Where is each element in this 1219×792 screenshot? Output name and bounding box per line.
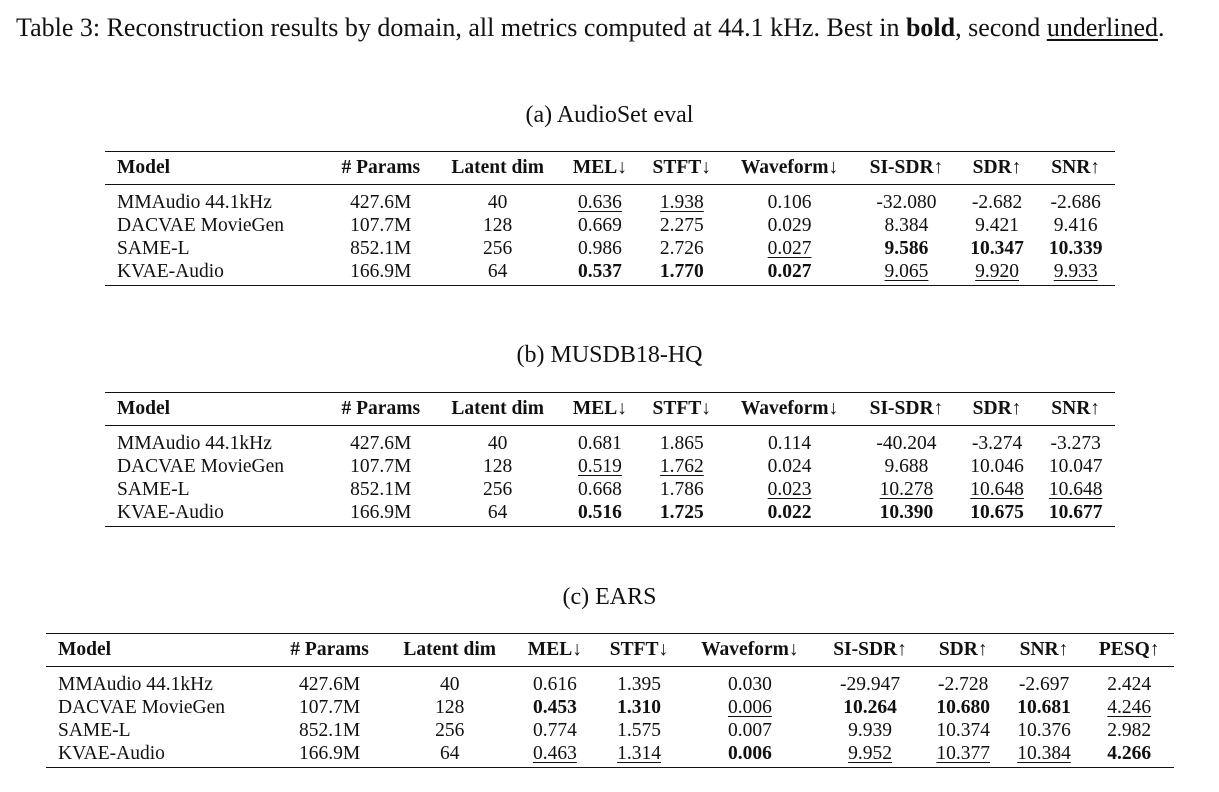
metric-cell: 10.374 <box>936 720 991 741</box>
column-header: STFT↓ <box>640 152 724 185</box>
metric-cell: 0.516 <box>577 502 622 523</box>
metric-cell: 852.1M <box>350 479 412 500</box>
metric-cell: -2.686 <box>1050 192 1101 213</box>
metric-cell: 10.377 <box>936 743 991 764</box>
column-header: Waveform↓ <box>724 152 855 185</box>
column-header: MEL↓ <box>560 152 639 185</box>
column-header: PESQ↑ <box>1084 634 1174 667</box>
metric-cell: 0.006 <box>727 743 772 764</box>
metric-cell: 1.310 <box>617 697 661 718</box>
metric-cell: 0.006 <box>727 697 772 718</box>
table-row <box>46 719 1174 742</box>
metric-cell: 1.725 <box>659 502 704 523</box>
model-name-cell: KVAE-Audio <box>117 502 224 523</box>
metric-cell: 2.982 <box>1107 720 1152 741</box>
metric-cell: 128 <box>435 697 465 718</box>
column-header: STFT↓ <box>640 393 724 426</box>
subtable-a-title: (a) AudioSet eval <box>525 102 694 128</box>
metric-cell: 256 <box>483 238 513 259</box>
metric-cell: -2.697 <box>1018 674 1070 695</box>
column-header: SI-SDR↑ <box>855 152 958 185</box>
subtable-b-musdb <box>105 392 1115 527</box>
metric-cell: 0.024 <box>767 456 812 477</box>
metric-cell: 0.668 <box>577 479 622 500</box>
metric-cell: 0.774 <box>532 720 577 741</box>
metric-cell: -3.273 <box>1050 433 1101 454</box>
metric-cell: 10.675 <box>970 502 1024 523</box>
table-row <box>105 237 1115 260</box>
metric-cell: 0.616 <box>532 674 577 695</box>
table-row <box>105 260 1115 286</box>
model-name-cell: DACVAE MovieGen <box>117 215 285 236</box>
metric-cell: 10.347 <box>970 238 1024 259</box>
metric-cell: 427.6M <box>298 674 361 695</box>
metric-cell: 0.681 <box>577 433 622 454</box>
model-name-cell: MMAudio 44.1kHz <box>58 674 213 695</box>
metric-cell: 852.1M <box>298 720 361 741</box>
metric-cell: 1.575 <box>617 720 661 741</box>
metric-cell: 166.9M <box>298 743 361 764</box>
model-name-cell: MMAudio 44.1kHz <box>117 192 272 213</box>
metric-cell: 1.938 <box>659 192 704 213</box>
metric-cell: 2.726 <box>659 238 704 259</box>
column-header: Waveform↓ <box>682 634 817 667</box>
metric-cell: -29.947 <box>839 674 901 695</box>
model-name-cell: KVAE-Audio <box>117 261 224 282</box>
metric-cell: 4.266 <box>1107 743 1152 764</box>
column-header: # Params <box>274 634 385 667</box>
metric-cell: 0.027 <box>767 238 812 259</box>
metric-cell: 9.933 <box>1053 261 1098 282</box>
metric-cell: 0.986 <box>577 238 622 259</box>
column-header: STFT↓ <box>596 634 683 667</box>
metric-cell: 10.681 <box>1017 697 1071 718</box>
metric-cell: 107.7M <box>350 215 412 236</box>
metric-cell: -32.080 <box>876 192 937 213</box>
metric-cell: 10.339 <box>1048 238 1103 259</box>
metric-cell: 128 <box>483 456 513 477</box>
metric-cell: 40 <box>439 674 460 695</box>
column-header: Model <box>105 152 327 185</box>
metric-cell: 10.384 <box>1017 743 1071 764</box>
metric-cell: 9.688 <box>884 456 929 477</box>
column-header: SNR↑ <box>1036 393 1115 426</box>
metric-cell: 40 <box>487 433 508 454</box>
metric-cell: 9.416 <box>1053 215 1098 236</box>
metric-cell: -2.728 <box>938 674 989 695</box>
caption-prefix: Table 3: Reconstruction results by domain, all metrics computed at 44.1 kHz. Best in <box>16 13 906 42</box>
metric-cell: 427.6M <box>350 192 412 213</box>
table-row <box>105 455 1115 478</box>
header-row <box>105 152 1115 185</box>
model-name-cell: DACVAE MovieGen <box>117 456 285 477</box>
column-header: Waveform↓ <box>724 393 855 426</box>
metric-cell: 64 <box>439 743 460 764</box>
metric-cell: 1.762 <box>659 456 704 477</box>
metric-cell: -3.274 <box>971 433 1023 454</box>
metric-cell: 128 <box>483 215 513 236</box>
metric-cell: 9.952 <box>848 743 892 764</box>
table-row <box>46 742 1174 768</box>
model-name-cell: DACVAE MovieGen <box>58 697 226 718</box>
column-header: # Params <box>327 152 435 185</box>
metric-cell: 1.865 <box>659 433 704 454</box>
column-header: Model <box>46 634 274 667</box>
metric-cell: 9.939 <box>848 720 892 741</box>
metric-cell: 2.424 <box>1107 674 1152 695</box>
metric-cell: 0.023 <box>767 479 812 500</box>
metric-cell: 256 <box>483 479 513 500</box>
model-name-cell: SAME-L <box>117 238 190 259</box>
metric-cell: 64 <box>487 502 508 523</box>
metric-cell: 9.920 <box>975 261 1019 282</box>
metric-cell: 10.278 <box>879 479 934 500</box>
subtable-c-ears <box>46 633 1174 768</box>
metric-cell: 10.376 <box>1017 720 1071 741</box>
metric-cell: 0.022 <box>767 502 812 523</box>
table-row <box>105 214 1115 237</box>
column-header: SNR↑ <box>1036 152 1115 185</box>
metric-cell: 0.027 <box>767 261 812 282</box>
model-name-cell: SAME-L <box>117 479 190 500</box>
metric-cell: 166.9M <box>350 502 412 523</box>
metric-cell: 0.463 <box>532 743 577 764</box>
metric-cell: 10.047 <box>1048 456 1103 477</box>
metric-cell: 10.648 <box>1048 479 1103 500</box>
table-row <box>105 478 1115 501</box>
metric-cell: 10.648 <box>970 479 1024 500</box>
metric-cell: 10.046 <box>970 456 1024 477</box>
column-header: SNR↑ <box>1004 634 1085 667</box>
metric-cell: -40.204 <box>876 433 937 454</box>
metric-cell: 107.7M <box>350 456 412 477</box>
header-row <box>46 634 1174 667</box>
table-row <box>46 667 1174 697</box>
column-header: MEL↓ <box>560 393 639 426</box>
column-header: SDR↑ <box>958 152 1037 185</box>
metric-cell: 1.770 <box>659 261 704 282</box>
metric-cell: 0.453 <box>532 697 577 718</box>
metric-cell: -2.682 <box>971 192 1023 213</box>
caption-middle: , second <box>955 13 1047 42</box>
metric-cell: 2.275 <box>659 215 704 236</box>
metric-cell: 9.586 <box>884 238 929 259</box>
metric-cell: 107.7M <box>298 697 361 718</box>
metric-cell: 0.007 <box>727 720 772 741</box>
metric-cell: 1.395 <box>617 674 661 695</box>
metric-cell: 427.6M <box>350 433 412 454</box>
metric-cell: 9.065 <box>884 261 929 282</box>
metric-cell: 10.680 <box>936 697 991 718</box>
column-header: Latent dim <box>435 152 560 185</box>
table-row <box>46 696 1174 719</box>
metric-cell: 4.246 <box>1107 697 1152 718</box>
metric-cell: 1.314 <box>617 743 661 764</box>
metric-cell: 10.677 <box>1048 502 1103 523</box>
metric-cell: 9.421 <box>975 215 1019 236</box>
caption-suffix: . <box>1158 13 1165 42</box>
table-row <box>105 426 1115 456</box>
metric-cell: 256 <box>435 720 465 741</box>
metric-cell: 0.030 <box>727 674 772 695</box>
column-header: MEL↓ <box>514 634 595 667</box>
metric-cell: 10.264 <box>843 697 897 718</box>
subtable-a-audioset <box>105 151 1115 286</box>
table-caption <box>16 12 1211 44</box>
column-header: SDR↑ <box>958 393 1037 426</box>
subtable-c-title: (c) EARS <box>562 584 657 610</box>
model-name-cell: KVAE-Audio <box>58 743 165 764</box>
table-row <box>105 501 1115 527</box>
column-header: SI-SDR↑ <box>817 634 923 667</box>
metric-cell: 0.106 <box>767 192 812 213</box>
metric-cell: 0.636 <box>577 192 622 213</box>
column-header: Model <box>105 393 327 426</box>
table-row <box>105 185 1115 215</box>
column-header: SDR↑ <box>923 634 1004 667</box>
model-name-cell: MMAudio 44.1kHz <box>117 433 272 454</box>
metric-cell: 40 <box>487 192 508 213</box>
metric-cell: 0.669 <box>577 215 622 236</box>
metric-cell: 0.029 <box>767 215 812 236</box>
metric-cell: 8.384 <box>884 215 929 236</box>
metric-cell: 852.1M <box>350 238 412 259</box>
metric-cell: 0.537 <box>577 261 622 282</box>
column-header: Latent dim <box>435 393 560 426</box>
model-name-cell: SAME-L <box>58 720 131 741</box>
metric-cell: 64 <box>487 261 508 282</box>
column-header: # Params <box>327 393 435 426</box>
metric-cell: 1.786 <box>659 479 704 500</box>
subtable-b-title: (b) MUSDB18-HQ <box>516 342 703 368</box>
metric-cell: 10.390 <box>879 502 934 523</box>
caption-bold-word: bold <box>905 13 956 42</box>
metric-cell: 0.114 <box>768 433 812 454</box>
header-row <box>105 393 1115 426</box>
caption-underlined-word: underlined <box>1046 13 1158 42</box>
metric-cell: 166.9M <box>350 261 412 282</box>
column-header: Latent dim <box>385 634 514 667</box>
column-header: SI-SDR↑ <box>855 393 958 426</box>
metric-cell: 0.519 <box>577 456 622 477</box>
